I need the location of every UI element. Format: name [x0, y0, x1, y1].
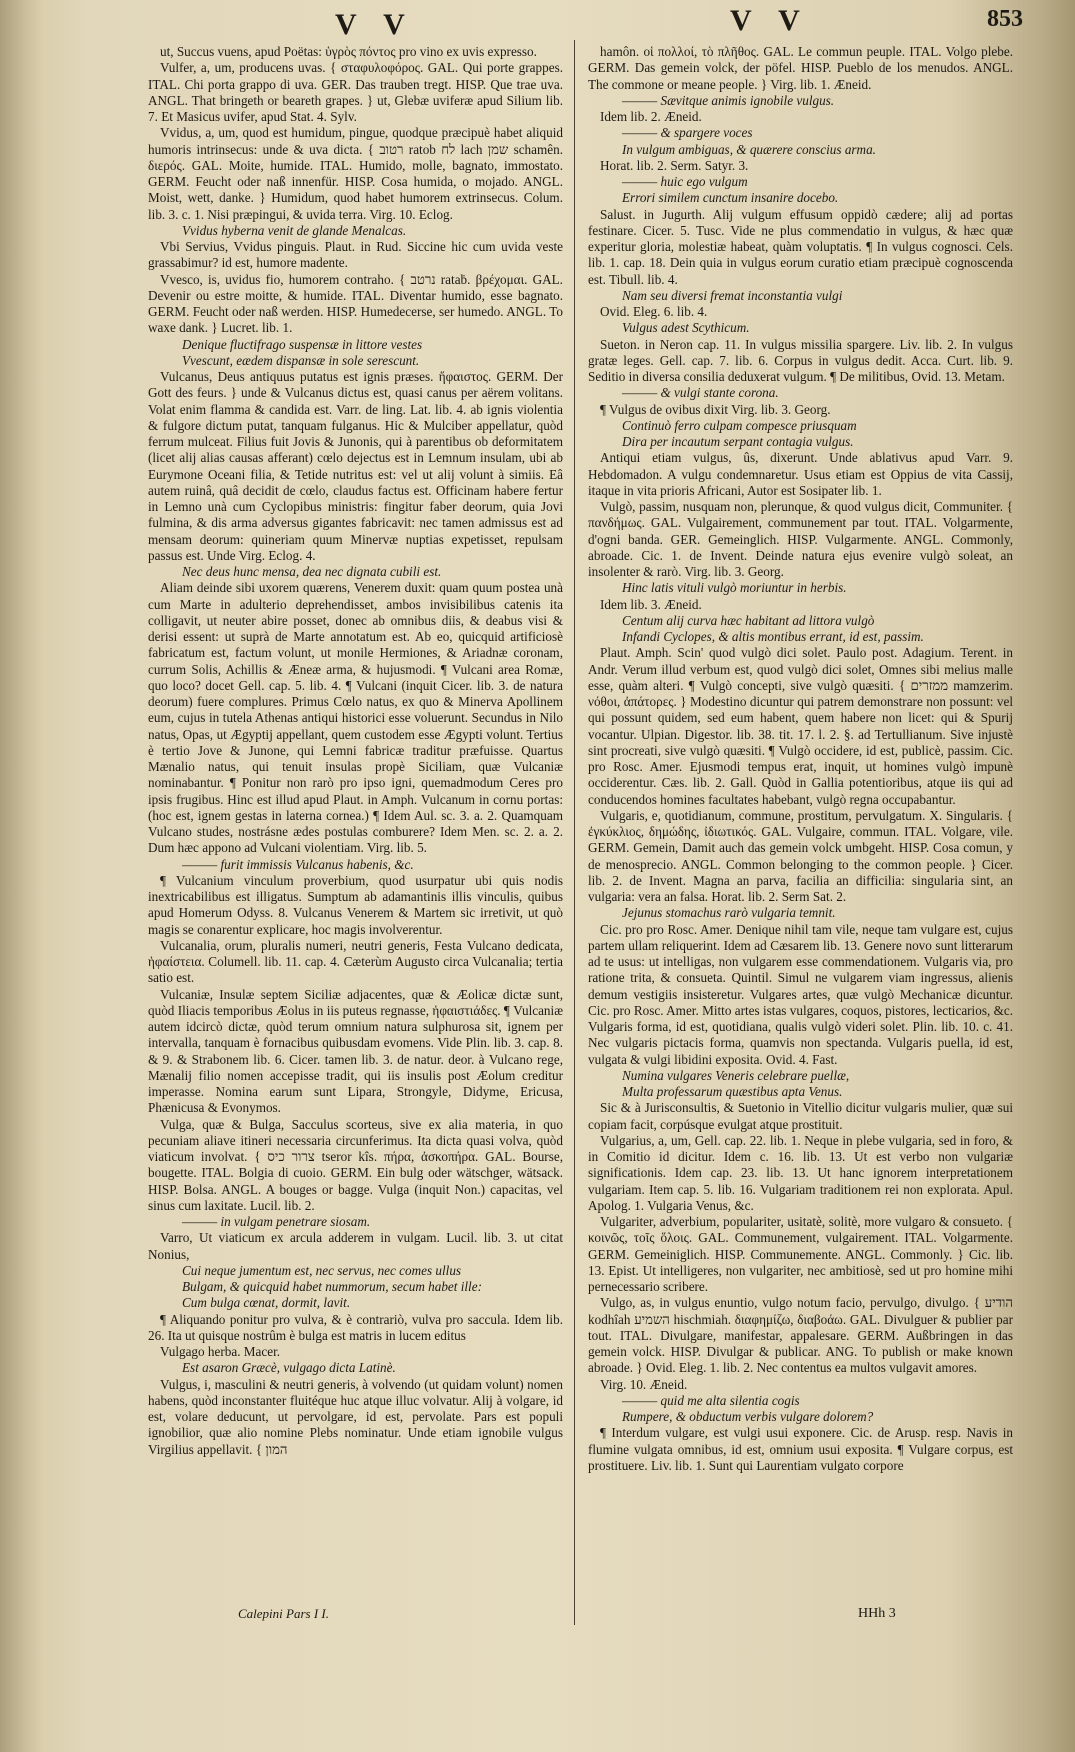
dictionary-entry: ¶ Aliquando ponitur pro vulva, & è contrariò, vulva pro saccula. Idem lib. 26. Ita ut quisque nostrûm è bulga est matris in lucem editus [148, 1311, 563, 1343]
dictionary-entry: Vulgò, passim, nusquam non, plerunque, & quod vulgus dicit, Communiter. { πανδήμως. GAL. Vulgairement, communement par tout. ITAL. Volgarmente, d'ogni banda. GER. Gemeinglich. HISP. Vulgarmente. ANGL. Commonly, abroade. Cic. 1. de Invent. Deinde natura ejus evenire vulgò soleat, an insolenter & rarò. Virg. lib. 3. Georg. [588, 499, 1013, 579]
dictionary-entry: ut, Succus vuens, apud Poëtas: ὑγρὸς πόντος pro vino ex uvis expresso. [160, 44, 537, 59]
verse-quotation: Est asaron Græcè, vulgago dicta Latinè. [182, 1360, 396, 1376]
verse-quotation: ——— & vulgi stante corona. [622, 385, 779, 401]
dictionary-entry: Cic. pro pro Rosc. Amer. Denique nihil tam vile, neque tam vulgare est, cujus partem ullam reliquerint. Idem ad Cæsarem lib. 13. Genere novo sunt litterarum ad te usus: ut intelligas, non vulgarem esse commendationem. Vulgaris via, pro ratione trita, & consueta. Quintil. Simul ne vulgarem viam ingressus, alienis demum vestigiis insisteretur. Vulgares artes, quæ vulgò Mechanicæ dicuntur. Cic. pro Rosc. Amer. Mitto artes istas vulgares, coquos, pistores, lecticarios, &c. Vulgaris forma, id est, quotidiana, qualis vulgò videri solet. Plin. lib. 10. c. 41. Nec vulgaris pictacis forma, quamvis non spectanda. Vulgaris puella, id est, vulgata & vulgi libidini exposita. Ovid. 4. Fast. [588, 921, 1013, 1067]
right-column [588, 44, 1013, 1474]
dictionary-entry: ¶ Interdum vulgare, est vulgi usui exponere. Cic. de Arusp. resp. Navis in flumine vulgata omnibus, id est, omnium usui exposita. ¶ Vulgare corpus, est prostituere. Liv. lib. 1. Sunt qui Laurentiam vulgato corpore [588, 1425, 1013, 1473]
verse-quotation: ——— huic ego vulgum [622, 174, 748, 189]
dictionary-entry: Plaut. Amph. Scin' quod vulgò dici solet. Paulo post. Adagium. Terent. in Andr. Verum illud verbum est, quod vulgò dici solet, Omnes sibi melius malle esse, quàm alteri. ¶ Vulgò concepti, sive vulgò quæsiti. { ממזרים mamzerim. νόθοι, ἀπάτορες. } Modestino dicuntur qui patrem demonstrare non possunt: vel qui possunt quidem, sed eum habent, quem habere non licet: qui & Spurij vocantur. Ulpian. Digestor. lib. 38. tit. 17. l. 2. §. ad Tertullianum. Sive injustè sint procreati, sive vulgò quæsiti. ¶ Vulgò occidere, id est, publicè, passim. Cic. pro Rosc. Amer. Ejusmodi tempus erat, inquit, ut homines vulgò impunè occiderentur. Cæs. lib. 2. Gall. Quòd in Gallia potentioribus, atque iis qui ad conducendos homines facultates habebant, vulgò regna occupabantur. [588, 645, 1013, 807]
dictionary-entry: Sueton. in Neron cap. 11. In vulgus missilia spargere. Liv. lib. 2. In vulgus gratæ leges. Gell. cap. 7. lib. 6. Corpus in vulgus dedit. Acca. Curt. lib. 9. Seditio in diversa consilia deduxerat vulgum. ¶ De militibus, Ovid. 13. Metam. [588, 336, 1013, 384]
dictionary-entry: Vulgo, as, in vulgus enuntio, vulgo notum facio, pervulgo, divulgo. { הודיע kodhîah השמיע hischmiah. διαφημίζω, διαβοάω. GAL. Divulguer & publier par tout. ITAL. Divulgare, manifestar, appalesare. GERM. Außbringen in das gemein volck. HISP. Divulgar & publicar. ANG. To publish or make known abroade. } Ovid. Eleg. 1. lib. 2. Nec contentus ea multos vulgavit amores. [588, 1295, 1013, 1376]
verse-quotation: ——— furit immissis Vulcanus habenis, &c. [182, 856, 414, 872]
dictionary-entry: Vulcaniæ, Insulæ septem Siciliæ adjacentes, quæ & Æolicæ dictæ sunt, quòd Iliacis temporibus Æolus in iis puteus regnasse, ἡφαιστιάδες. ¶ Vulcaniæ autem idcircò dictæ, quòd terum omnium natura sulphurosa sit, ignem per intervalla, tanquam è fornacibus quibusdam evomens. Vide Plin. lib. 3. cap. 8. & 9. & Strabonem lib. 6. Cicer. tamen lib. 3. de natur. deor. à Vulcano rege, Mænalij filio nomen accepisse tradit, qui iis insulis post Æolum creditur imperasse. Nomina earum sunt Lipara, Strongyle, Didyme, Ericusa, Phænicusa & Evonymos. [148, 986, 563, 1116]
verse-quotation: Rumpere, & obductum verbis vulgare dolorem? [622, 1409, 874, 1424]
dictionary-entry: Aliam deinde sibi uxorem quærens, Venerem duxit: quam quum postea unà cum Marte in adulterio deprehendisset, ambos invisibilibus catenis ita colligavit, ut neuter abire posset, donec ab omnibus diis, & deabus visi & derisi essent: ut suprà de Marte annotatum est. Ab eo, quicquid artificiosè fabricatum est, factum volunt, ut monile Hermiones, & Ariadnæ coronam, currum Solis, Achillis & Æneæ arma, & hujusmodi. ¶ Vulcani area Romæ, quo loco? docet Gell. cap. 5. lib. 4. ¶ Vulcani (inquit Cicer. lib. 3. de natura deorum) fuere complures. Primus Cœlo natus, ex quo & Minerva Apollinem eum, cujus in tutela Athenas antiqui historici esse voluerunt. Secundus in Nilo natus, Opas, ut Ægyptij appellant, quem custodem esse Ægypti volunt. Tertius è tertio Jove & Junone, qui Lemni fabricæ traditur præfuisse. Quartus Mænalio natus, qui tenuit insulas propè Siciliam, quæ Vulcaniæ nominabantur. ¶ Ponitur non rarò pro ipso igni, quemadmodum Ceres pro ipsis frugibus. Hinc est illud apud Plaut. in Amph. Vulcanum in cornu portas: (hoc est, ignem gestas in laterna cornea.) ¶ Idem Aul. sc. 3. a. 2. Quamquam Vulcano studes, nostrásne ædes postulas comburere? Idem Men. sc. 2. a. 2. Dum hæc appono ad Vulcani violentiam. Virg. lib. 5. [148, 580, 563, 856]
verse-quotation: Cum bulga cœnat, dormit, lavit. [182, 1295, 351, 1311]
dictionary-entry: Vulfer, a, um, producens uvas. { σταφυλοφόρος. GAL. Qui porte grappes. ITAL. Chi porta grappo di uva. GER. Das trauben tregt. HISP. Que trae uva. ANGL. That bringeth or beareth grapes. } ut, Glebæ uviferæ apud Silium lib. 7. Et Masicus uvifer, apud Stat. 4. Sylv. [148, 60, 563, 124]
verse-quotation: Dira per incautum serpant contagia vulgus. [622, 434, 854, 449]
folio-number: 853 [987, 6, 1023, 32]
dictionary-entry: Antiqui etiam vulgus, ûs, dixerunt. Unde ablativus apud Varr. 9. Hebdomadon. A vulgu condemnaretur. Usus etiam est Oppius de vita Cassij, itaque in vita prioris Africani, Autor est Sosipater lib. 1. [588, 450, 1013, 498]
verse-quotation: Cui neque jumentum est, nec servus, nec comes ullus [182, 1262, 462, 1278]
verse-quotation: In vulgum ambiguas, & quærere conscius arma. [622, 141, 876, 157]
dictionary-entry: Sic & à Jurisconsultis, & Suetonio in Vitellio dicitur vulgaris mulier, quæ sui copiam facit, corpúsque evulgat atque prostituit. [588, 1100, 1013, 1132]
catchword: Calepini Pars I I. [238, 1606, 329, 1621]
verse-quotation: Hinc latis vituli vulgò moriuntur in herbis. [622, 580, 847, 596]
signature-mark: HHh 3 [858, 1606, 896, 1621]
dictionary-entry: Vulgus, i, masculini & neutri generis, à volvendo (ut quidam volunt) nomen habens, quòd inconstanter fluitéque huc atque illuc volvatur. Alij à volgare, id est, volare deducunt, ut pervolgare, id est, pervolate. Pars est populi ignobilior, quæ alio nomine Plebs nominatur. Unde etiam ignobile vulgus Virgilius appellavit. { המון [148, 1376, 563, 1457]
left-column [148, 44, 563, 1458]
dictionary-entry: Vbi Servius, Vvidus pinguis. Plaut. in Rud. Siccine hic cum uvida veste grassabimur? id est, humore madente. [148, 239, 563, 271]
verse-quotation: Multa professarum quæstibus apta Venus. [622, 1084, 843, 1099]
verse-quotation: Denique fluctifrago suspensæ in littore vestes [182, 336, 423, 352]
verse-quotation: Infandi Cyclopes, & altis montibus errant, id est, passim. [622, 629, 924, 644]
verse-quotation: ——— in vulgam penetrare siosam. [182, 1214, 371, 1229]
column-divider [574, 40, 575, 1625]
dictionary-entry: Vulgaris, e, quotidianum, commune, prostitum, pervulgatum. X. Singularis. { ἐγκύκλιος, δημώδης, ἰδιωτικός. GAL. Vulgaire, commun. ITAL. Volgare, vile. GERM. Gemein, Damit auch das gemein volck umbgeht. HISP. Cosa comun, y de menosprecio. ANGL. Common belonging to the common people. } Cicer. lib. 2. de Invent. Magna an parva, facilia an difficilia: singularia sint, an vulgaria: vera an falsa. Horat. lib. 2. Serm Sat. 2. [588, 807, 1013, 904]
verse-quotation: Vvidus hyberna venit de glande Menalcas. [182, 222, 407, 238]
dictionary-entry: Virg. 10. Æneid. [600, 1376, 688, 1392]
dictionary-entry: Ovid. Eleg. 6. lib. 4. [600, 304, 708, 319]
verse-quotation: Vvescunt, eædem dispansæ in sole serescunt. [182, 352, 420, 368]
dictionary-entry: Idem lib. 3. Æneid. [600, 596, 702, 612]
running-header [0, 4, 1075, 44]
verse-quotation: ——— quid me alta silentia cogis [622, 1392, 800, 1408]
dictionary-entry: Vvesco, is, uvidus fio, humorem contraho. { נרטב rataḃ. βρέχομαι. GAL. Devenir ou estre moitte, & humide. ITAL. Diventar humido, esse bagnato. GERM. Feucht oder naß werden. HISP. Humedecerse, ser humedo. ANGL. To waxe dank. } Lucret. lib. 1. [148, 271, 563, 336]
dictionary-entry: ¶ Vulcanium vinculum proverbium, quod usurpatur ubi quis nodis inextricabilibus est illigatus. Sumptum ab adamantinis illis vinculis, quibus apud Homerum Odyss. 8. Vulcanus Venerem & Martem sic irretivit, ut quò magis se conarentur explicare, hoc magis involverentur. [148, 872, 563, 937]
dictionary-entry: Salust. in Jugurth. Alij vulgum effusum oppidò cædere; alij ad portas festinare. Cicer. 5. Tusc. Vide ne plus commendatio in vulgus, & hæc quæ experitur gloria, molestiæ habeat, quàm voluptatis. ¶ In vulgus cognosci. Cels. lib. 1. cap. 18. Dein quia in vulgus eorum curatio etiam præcipuè cognoscenda est. Tibull. lib. 4. [588, 206, 1013, 287]
verse-quotation: ——— & spargere voces [622, 125, 753, 141]
verse-quotation: Bulgam, & quicquid habet nummorum, secum habet ille: [182, 1279, 482, 1294]
verse-quotation: Jejunus stomachus rarò vulgaria temnit. [622, 905, 836, 921]
dictionary-entry: Idem lib. 2. Æneid. [600, 109, 702, 124]
dictionary-entry: hamôn. οἱ πολλοί, τὸ πλῆθος. GAL. Le commun peuple. ITAL. Volgo plebe. GERM. Das gemein volck, der pöfel. HISP. Pueblo de los menudos. ANGL. The commone or meane people. } Virg. lib. 1. Æneid. [588, 44, 1013, 92]
verse-quotation: Centum alij curva hæc habitant ad littora vulgò [622, 612, 875, 628]
verse-quotation: ——— Sævitque animis ignobile vulgus. [622, 92, 835, 108]
running-head-left: V V [335, 8, 415, 41]
dictionary-entry: Varro, Ut viaticum ex arcula adderem in vulgam. Lucil. lib. 3. ut citat Nonius, [148, 1230, 563, 1262]
dictionary-entry: Vulcanus, Deus antiquus putatus est ignis præses. ἥφαιστος. GERM. Der Gott des feurs. } unde & Vulcanus dictus est, quasi canus per aërem volitans. Volat enim flamma & candida est. Varr. de ling. Lat. lib. 4. ab ignis violentia & fulgore dictum putat, tanquam fulganus. Hic & Mulciber appellatur, quòd ferrum mulceat. Filius fuit Jovis & Junonis, qui à parentibus ob deformitatem (licet alij alias causas afferant) cœlo dejectus est in Lemnum insulam, ubi ab Eurymone Oceani filia, & Tetide nutritus est: vel ut alij volunt à simiis. Eâ autem ruinâ, quâ decidit de cœlo, claudus factus est. Officinam habere fertur in Lemno unà cum Cyclopibus ministris: fingitur faber deorum, quia Jovi fulmina, & dis arma adversus gigantes fabricavit: nec tamen admissus est ad mensam deorum: quineriam quum Minervæ nuptias expetisset, repulsam passus est. Unde Virg. Eclog. 4. [148, 369, 563, 563]
verse-quotation: Continuò ferro culpam compesce priusquam [622, 417, 857, 433]
verse-quotation: Nec deus hunc mensa, dea nec dignata cubili est. [182, 564, 442, 579]
dictionary-entry: ¶ Vulgus de ovibus dixit Virg. lib. 3. Georg. [600, 401, 831, 417]
dictionary-entry: Vulgarius, a, um, Gell. cap. 22. lib. 1. Neque in plebe vulgaria, sed in foro, & in Comitio id dicitur. Idem c. 16. lib. 13. Ut est verbo non vulgariæ significationis. Idem cap. 23. lib. 13. Ut hanc ignorem interpretationem vulgariam. Item cap. 5. lib. 16. Vulgariam traditionem rei non explorata. Apul. Apolog. 1. Vulgaria Venus, &c. [588, 1132, 1013, 1213]
dictionary-entry: Horat. lib. 2. Serm. Satyr. 3. [600, 157, 749, 173]
dictionary-entry: Vulga, quæ & Bulga, Sacculus scorteus, sive ex alia materia, in quo pecuniam aliave itineri necessaria circunferimus. Ita dicta quasi volva, quòd viaticum involvat. { צרור כיס tseror kîs. πήρα, ἀσκοπήρα. GAL. Bourse, bougette. ITAL. Bolgia di cuoio. GERM. Ein bulg oder wätschger, wätsack. HISP. Bolsa. ANGL. A bouges or bagge. Vulga (inquit Non.) capacitas, vel sinus cum laxitate. Lucil. lib. 2. [148, 1116, 563, 1213]
running-head-right: V V [730, 4, 810, 37]
verse-quotation: Errori similem cunctum insanire docebo. [622, 190, 839, 206]
verse-quotation: Numina vulgares Veneris celebrare puellæ, [622, 1067, 850, 1083]
verse-quotation: Vulgus adest Scythicum. [622, 320, 750, 336]
dictionary-entry: Vulgago herba. Macer. [160, 1344, 281, 1359]
dictionary-entry: Vvidus, a, um, quod est humidum, pingue, quodque præcipuè habet aliquid humoris intrinsecus: unde & uva dicta. { רטוב ratob לח lach שמן schamên. διερός. GAL. Moite, humide. ITAL. Humido, molle, bagnato, immostato. GERM. Feucht oder naß innenfür. HISP. Cosa humida, o mojado. ANGL. Moist, wett, danke. } Humidum, quod habet humorem extrinsecus. Colum. lib. 3. c. 1. Nisi præpingui, & uvida terra. Virg. 10. Eclog. [148, 125, 563, 222]
verse-quotation: Nam seu diversi fremat inconstantia vulgi [622, 287, 843, 303]
dictionary-entry: Vulgariter, adverbium, populariter, usitatè, solitè, more vulgaro & consueto. { κοινῶς, τοῖς ὅλοις. GAL. Communement, vulgairement. ITAL. Volgarmente. GERM. Gemeiniglich. HISP. Communemente. ANGL. Commonly. } Cic. lib. 13. Epist. Ut intelligeres, non vulgariter, nec ambitiosè, sed ut pro homine mihi pernecessario scribere. [588, 1214, 1013, 1294]
binding-shadow [0, 0, 42, 1752]
dictionary-entry: Vulcanalia, orum, pluralis numeri, neutri generis, Festa Vulcano dedicata, ἡφαίστεια. Columell. lib. 11. cap. 4. Cæterùm Augusto circa Vulcanalia; tertia satio est. [148, 937, 563, 986]
